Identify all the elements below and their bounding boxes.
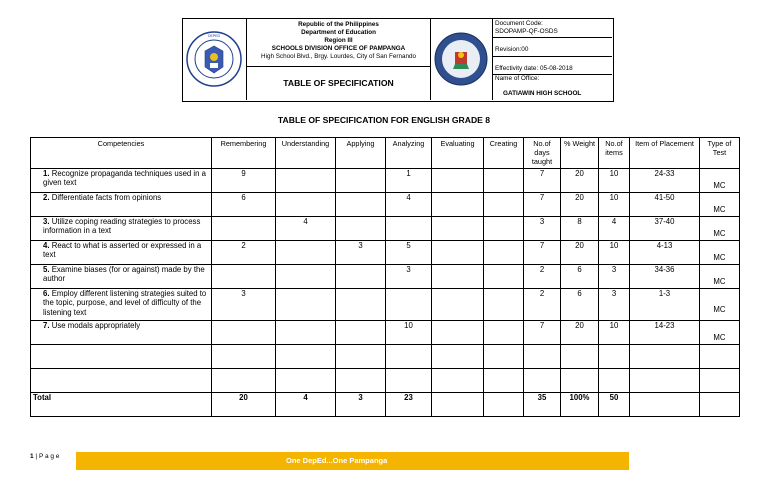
competency-number: 6.: [43, 289, 50, 298]
cell-rem: [212, 265, 276, 289]
table-row: [31, 193, 740, 217]
table-row: [31, 321, 740, 345]
competency-cell: [31, 265, 212, 289]
cell-weight: 6: [561, 265, 599, 289]
deped-seal-logo: [183, 19, 247, 100]
document-title: TABLE OF SPECIFICATION: [247, 67, 431, 100]
department-line: Department of Education: [301, 29, 376, 36]
cell-rem: 6: [212, 193, 276, 217]
cell-rem: 2: [212, 241, 276, 265]
cell-app: [336, 321, 386, 345]
address-line: High School Blvd., Brgy. Lourdes, City of San Fernando: [261, 53, 416, 60]
competency-text: Differentiate facts from opinions: [51, 193, 162, 202]
cell-place: 24-33: [630, 169, 700, 193]
cell-days: 7: [524, 169, 561, 193]
competency-number: 3.: [43, 217, 50, 226]
cell-type: MC: [700, 193, 740, 217]
col-header-days-taught: No.of days taught: [524, 138, 561, 169]
cell-cre: [484, 217, 524, 241]
blank-cell: [700, 345, 740, 369]
blank-cell: [386, 369, 432, 393]
effectivity-date: Effectivity date: 05-08-2018: [495, 65, 573, 72]
cell-days: 7: [524, 241, 561, 265]
cell-days: 7: [524, 321, 561, 345]
cell-weight: 8: [561, 217, 599, 241]
total-eva: [432, 393, 484, 417]
total-cre: [484, 393, 524, 417]
cell-type: MC: [700, 321, 740, 345]
cell-ana: [386, 217, 432, 241]
blank-cell: [561, 369, 599, 393]
revision: Revision:00: [495, 46, 529, 53]
total-place: [630, 393, 700, 417]
cell-items: 10: [599, 241, 630, 265]
col-header-competencies: Competencies: [31, 138, 212, 169]
cell-eva: [432, 193, 484, 217]
cell-cre: [484, 169, 524, 193]
footer-banner: [76, 452, 629, 470]
table-row: [31, 217, 740, 241]
col-header-remembering: Remembering: [212, 138, 276, 169]
cell-type: MC: [700, 241, 740, 265]
cell-und: [276, 193, 336, 217]
blank-cell: [484, 369, 524, 393]
total-app: 3: [336, 393, 386, 417]
blank-cell: [561, 345, 599, 369]
col-header-understanding: Understanding: [276, 138, 336, 169]
cell-place: 37-40: [630, 217, 700, 241]
cell-type: MC: [700, 217, 740, 241]
divider: [493, 56, 612, 57]
region-line: Region III: [324, 37, 353, 44]
blank-cell: [599, 345, 630, 369]
blank-cell: [630, 369, 700, 393]
agency-address-block: [247, 19, 431, 67]
total-rem: 20: [212, 393, 276, 417]
cell-items: 3: [599, 265, 630, 289]
col-header-creating: Creating: [484, 138, 524, 169]
total-type: [700, 393, 740, 417]
cell-app: [336, 169, 386, 193]
blank-cell: [212, 369, 276, 393]
competency-text: Utilize coping reading strategies to process information in a text: [43, 217, 201, 236]
col-header-test-type: Type of Test: [700, 138, 740, 169]
total-ana: 23: [386, 393, 432, 417]
blank-cell: [432, 345, 484, 369]
cell-app: [336, 265, 386, 289]
blank-cell: [599, 369, 630, 393]
cell-items: 10: [599, 169, 630, 193]
total-items: 50: [599, 393, 630, 417]
competency-number: 1.: [43, 169, 50, 178]
blank-cell: [336, 369, 386, 393]
blank-cell: [484, 345, 524, 369]
blank-cell: [524, 369, 561, 393]
cell-rem: [212, 321, 276, 345]
competency-cell: [31, 217, 212, 241]
competency-cell: [31, 321, 212, 345]
cell-und: [276, 241, 336, 265]
cell-rem: 3: [212, 289, 276, 321]
competency-cell: [31, 289, 212, 321]
cell-cre: [484, 321, 524, 345]
cell-type: MC: [700, 169, 740, 193]
cell-eva: [432, 265, 484, 289]
divider: [493, 37, 612, 38]
col-header-weight: % Weight: [561, 138, 599, 169]
cell-days: 7: [524, 193, 561, 217]
cell-items: 4: [599, 217, 630, 241]
cell-cre: [484, 241, 524, 265]
col-header-analyzing: Analyzing: [386, 138, 432, 169]
cell-weight: 20: [561, 321, 599, 345]
cell-eva: [432, 289, 484, 321]
cell-ana: 10: [386, 321, 432, 345]
republic-line: Republic of the Philippines: [298, 21, 379, 28]
competency-number: 7.: [43, 321, 50, 330]
office-name: GATIAWIN HIGH SCHOOL: [503, 90, 582, 97]
footer-tagline: One DepEd...One Pampanga: [286, 456, 388, 465]
cell-und: [276, 169, 336, 193]
svg-text:DEPED: DEPED: [207, 34, 221, 38]
page-title: TABLE OF SPECIFICATION FOR ENGLISH GRADE 8: [277, 115, 491, 125]
cell-cre: [484, 265, 524, 289]
cell-place: 14-23: [630, 321, 700, 345]
competency-text: React to what is asserted or expressed in a text: [43, 241, 202, 260]
document-header: [182, 18, 614, 102]
page-label: P a g e: [38, 453, 60, 460]
col-header-placement: Item of Placement: [630, 138, 700, 169]
total-label: Total: [31, 393, 212, 417]
blank-cell: [524, 345, 561, 369]
cell-cre: [484, 193, 524, 217]
table-row: [31, 241, 740, 265]
page-number-value: 1: [30, 453, 34, 460]
competency-cell: [31, 241, 212, 265]
blank-cell: [276, 369, 336, 393]
total-und: 4: [276, 393, 336, 417]
blank-cell: [386, 345, 432, 369]
cell-place: 1-3: [630, 289, 700, 321]
school-seal-logo: [431, 19, 493, 100]
cell-items: 10: [599, 321, 630, 345]
total-weight: 100%: [561, 393, 599, 417]
cell-app: 3: [336, 241, 386, 265]
cell-app: [336, 193, 386, 217]
blank-cell: [630, 345, 700, 369]
cell-days: 3: [524, 217, 561, 241]
cell-items: 3: [599, 289, 630, 321]
cell-place: 41-50: [630, 193, 700, 217]
office-label: Name of Office:: [495, 75, 540, 82]
cell-ana: [386, 289, 432, 321]
cell-place: 4-13: [630, 241, 700, 265]
cell-und: [276, 265, 336, 289]
cell-cre: [484, 289, 524, 321]
blank-cell: [31, 369, 212, 393]
table-row: [31, 169, 740, 193]
cell-items: 10: [599, 193, 630, 217]
cell-app: [336, 217, 386, 241]
blank-cell: [432, 369, 484, 393]
cell-und: 4: [276, 217, 336, 241]
cell-weight: 6: [561, 289, 599, 321]
competency-cell: [31, 193, 212, 217]
cell-weight: 20: [561, 193, 599, 217]
total-row: [31, 393, 740, 417]
competency-text: Employ different listening strategies suited to the topic, purpose, and level of difficulty of the listening text: [43, 289, 207, 317]
document-control-info: [493, 19, 612, 100]
competency-text: Examine biases (for or against) made by the author: [43, 265, 205, 284]
blank-cell: [31, 345, 212, 369]
cell-ana: 3: [386, 265, 432, 289]
table-row: [31, 289, 740, 321]
cell-weight: 20: [561, 241, 599, 265]
total-days: 35: [524, 393, 561, 417]
cell-eva: [432, 321, 484, 345]
cell-und: [276, 289, 336, 321]
cell-eva: [432, 241, 484, 265]
blank-cell: [276, 345, 336, 369]
cell-eva: [432, 217, 484, 241]
cell-days: 2: [524, 289, 561, 321]
blank-row: [31, 369, 740, 393]
cell-type: MC: [700, 265, 740, 289]
competency-number: 2.: [43, 193, 50, 202]
page-number: 1 | P a g e: [30, 453, 60, 460]
cell-days: 2: [524, 265, 561, 289]
competency-number: 5.: [43, 265, 50, 274]
cell-weight: 20: [561, 169, 599, 193]
table-header-row: [31, 138, 740, 169]
table-row: [31, 265, 740, 289]
cell-rem: 9: [212, 169, 276, 193]
competency-number: 4.: [43, 241, 50, 250]
col-header-evaluating: Evaluating: [432, 138, 484, 169]
cell-place: 34-36: [630, 265, 700, 289]
competency-cell: [31, 169, 212, 193]
blank-row: [31, 345, 740, 369]
cell-ana: 4: [386, 193, 432, 217]
col-header-items: No.of items: [599, 138, 630, 169]
cell-app: [336, 289, 386, 321]
cell-rem: [212, 217, 276, 241]
division-office-line: SCHOOLS DIVISION OFFICE OF PAMPANGA: [271, 45, 406, 52]
competency-text: Recognize propaganda techniques used in a given text: [43, 169, 207, 188]
document-code: SDOPAMP-QF-OSDS: [495, 28, 558, 35]
blank-cell: [700, 369, 740, 393]
blank-cell: [336, 345, 386, 369]
cell-type: MC: [700, 289, 740, 321]
competency-text: Use modals appropriately: [51, 321, 141, 330]
cell-und: [276, 321, 336, 345]
specification-table: [30, 137, 740, 417]
cell-ana: 5: [386, 241, 432, 265]
cell-ana: 1: [386, 169, 432, 193]
document-code-label: Document Code:: [495, 20, 543, 27]
cell-eva: [432, 169, 484, 193]
col-header-applying: Applying: [336, 138, 386, 169]
blank-cell: [212, 345, 276, 369]
